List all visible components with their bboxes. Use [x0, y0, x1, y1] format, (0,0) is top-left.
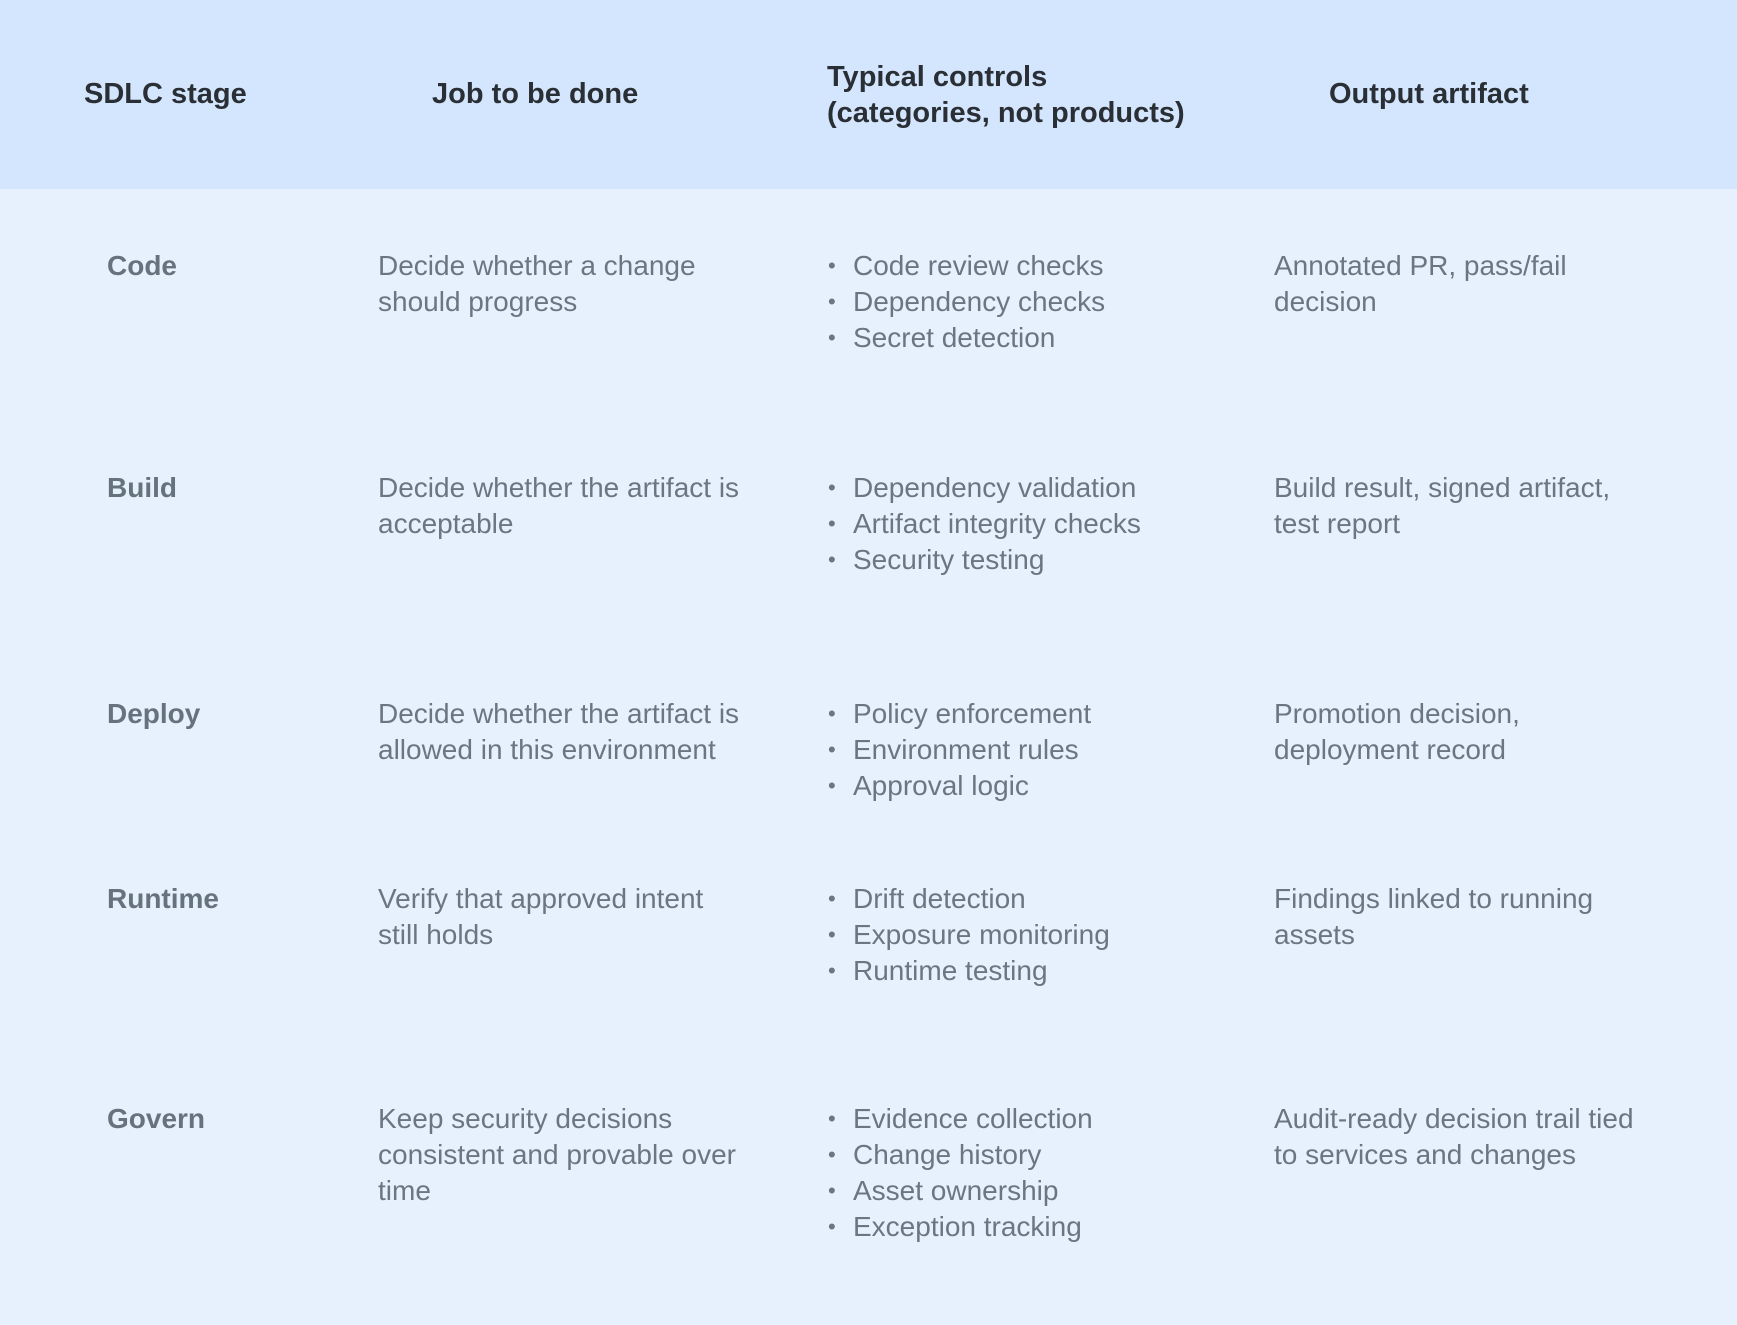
- control-item-label: Security testing: [853, 544, 1045, 575]
- controls-list: [826, 696, 1091, 804]
- bullet-icon: •: [828, 289, 836, 314]
- bullet-icon: •: [828, 475, 836, 500]
- job-text-line: acceptable: [378, 508, 514, 539]
- job-text-line: Keep security decisions: [378, 1103, 673, 1134]
- output-text-line: decision: [1274, 286, 1377, 317]
- output-text-line: deployment record: [1274, 734, 1506, 765]
- job-text-line: Verify that approved intent: [378, 883, 704, 914]
- output-text-line: Annotated PR, pass/fail: [1274, 250, 1567, 281]
- stage-cell: Deploy: [107, 698, 201, 729]
- output-cell: [1274, 696, 1714, 768]
- bullet-icon: •: [828, 253, 836, 278]
- control-item-label: Dependency checks: [853, 286, 1106, 317]
- header-job-to-be-done: [432, 76, 638, 112]
- output-cell: [1274, 248, 1714, 320]
- bullet-icon: •: [828, 1214, 836, 1239]
- bullet-icon: •: [828, 1142, 836, 1167]
- control-item: [826, 1137, 1093, 1173]
- control-item: [826, 917, 1110, 953]
- bullet-icon: •: [828, 773, 836, 798]
- job-text-line: Decide whether the artifact is: [378, 698, 740, 729]
- header-sdlc-stage-label: SDLC stage: [84, 78, 247, 110]
- bullet-icon: •: [828, 1106, 836, 1131]
- job-text-line: still holds: [378, 919, 494, 950]
- output-cell: [1274, 1101, 1714, 1173]
- bullet-icon: •: [828, 511, 836, 536]
- control-item-label: Asset ownership: [853, 1175, 1059, 1206]
- controls-list: [826, 470, 1141, 578]
- control-item-label: Policy enforcement: [853, 698, 1092, 729]
- control-item-label: Artifact integrity checks: [853, 508, 1141, 539]
- control-item-label: Evidence collection: [853, 1103, 1093, 1134]
- bullet-icon: •: [828, 1178, 836, 1203]
- job-text-line: Decide whether the artifact is: [378, 472, 740, 503]
- output-text-line: to services and changes: [1274, 1139, 1576, 1170]
- control-item-label: Exposure monitoring: [853, 919, 1110, 950]
- header-output-artifact: [1329, 76, 1529, 112]
- stage-cell: Code: [107, 250, 177, 281]
- control-item-label: Exception tracking: [853, 1211, 1082, 1242]
- output-text-line: Audit-ready decision trail tied: [1274, 1103, 1634, 1134]
- output-text-line: Build result, signed artifact,: [1274, 472, 1611, 503]
- controls-list: [826, 881, 1110, 989]
- table-header: [0, 0, 1737, 189]
- control-item: [826, 768, 1091, 804]
- output-text-line: Findings linked to running: [1274, 883, 1594, 914]
- job-text-line: consistent and provable over: [378, 1139, 736, 1170]
- output-cell: [1274, 470, 1714, 542]
- control-item: [826, 1173, 1093, 1209]
- job-cell: [378, 881, 798, 953]
- bullet-icon: •: [828, 737, 836, 762]
- job-text-line: time: [378, 1175, 431, 1206]
- control-item: [826, 1101, 1093, 1137]
- stage-cell: Runtime: [107, 883, 219, 914]
- control-item-label: Code review checks: [853, 250, 1104, 281]
- bullet-icon: •: [828, 325, 836, 350]
- control-item: [826, 1209, 1093, 1245]
- control-item-label: Change history: [853, 1139, 1042, 1170]
- control-item: [826, 696, 1091, 732]
- job-cell: [378, 696, 798, 768]
- output-cell: [1274, 881, 1714, 953]
- job-text-line: allowed in this environment: [378, 734, 716, 765]
- control-item-label: Runtime testing: [853, 955, 1048, 986]
- control-item: [826, 732, 1091, 768]
- control-item: [826, 248, 1105, 284]
- control-item-label: Approval logic: [853, 770, 1029, 801]
- control-item: [826, 284, 1105, 320]
- bullet-icon: •: [828, 886, 836, 911]
- controls-list: [826, 248, 1105, 356]
- control-item-label: Secret detection: [853, 322, 1056, 353]
- control-item: [826, 506, 1141, 542]
- control-item: [826, 320, 1105, 356]
- control-item: [826, 953, 1110, 989]
- bullet-icon: •: [828, 701, 836, 726]
- output-text-line: test report: [1274, 508, 1401, 539]
- stage-cell: Build: [107, 472, 177, 503]
- bullet-icon: •: [828, 547, 836, 572]
- job-cell: [378, 470, 798, 542]
- header-output-label: Output artifact: [1329, 78, 1529, 110]
- header-sdlc-stage: [84, 76, 247, 112]
- job-cell: [378, 248, 798, 320]
- control-item: [826, 881, 1110, 917]
- control-item: [826, 542, 1141, 578]
- header-controls-line1: Typical controls: [827, 61, 1048, 93]
- control-item-label: Dependency validation: [853, 472, 1137, 503]
- job-cell: [378, 1101, 798, 1209]
- stage-cell: Govern: [107, 1103, 206, 1134]
- header-job-label: Job to be done: [432, 78, 639, 110]
- header-typical-controls: [827, 59, 1185, 131]
- job-text-line: Decide whether a change: [378, 250, 696, 281]
- bullet-icon: •: [828, 922, 836, 947]
- header-controls-line2: (categories, not products): [827, 97, 1185, 129]
- output-text-line: assets: [1274, 919, 1355, 950]
- bullet-icon: •: [828, 958, 836, 983]
- controls-list: [826, 1101, 1093, 1245]
- control-item: [826, 470, 1141, 506]
- control-item-label: Drift detection: [853, 883, 1026, 914]
- control-item-label: Environment rules: [853, 734, 1079, 765]
- job-text-line: should progress: [378, 286, 578, 317]
- output-text-line: Promotion decision,: [1274, 698, 1520, 729]
